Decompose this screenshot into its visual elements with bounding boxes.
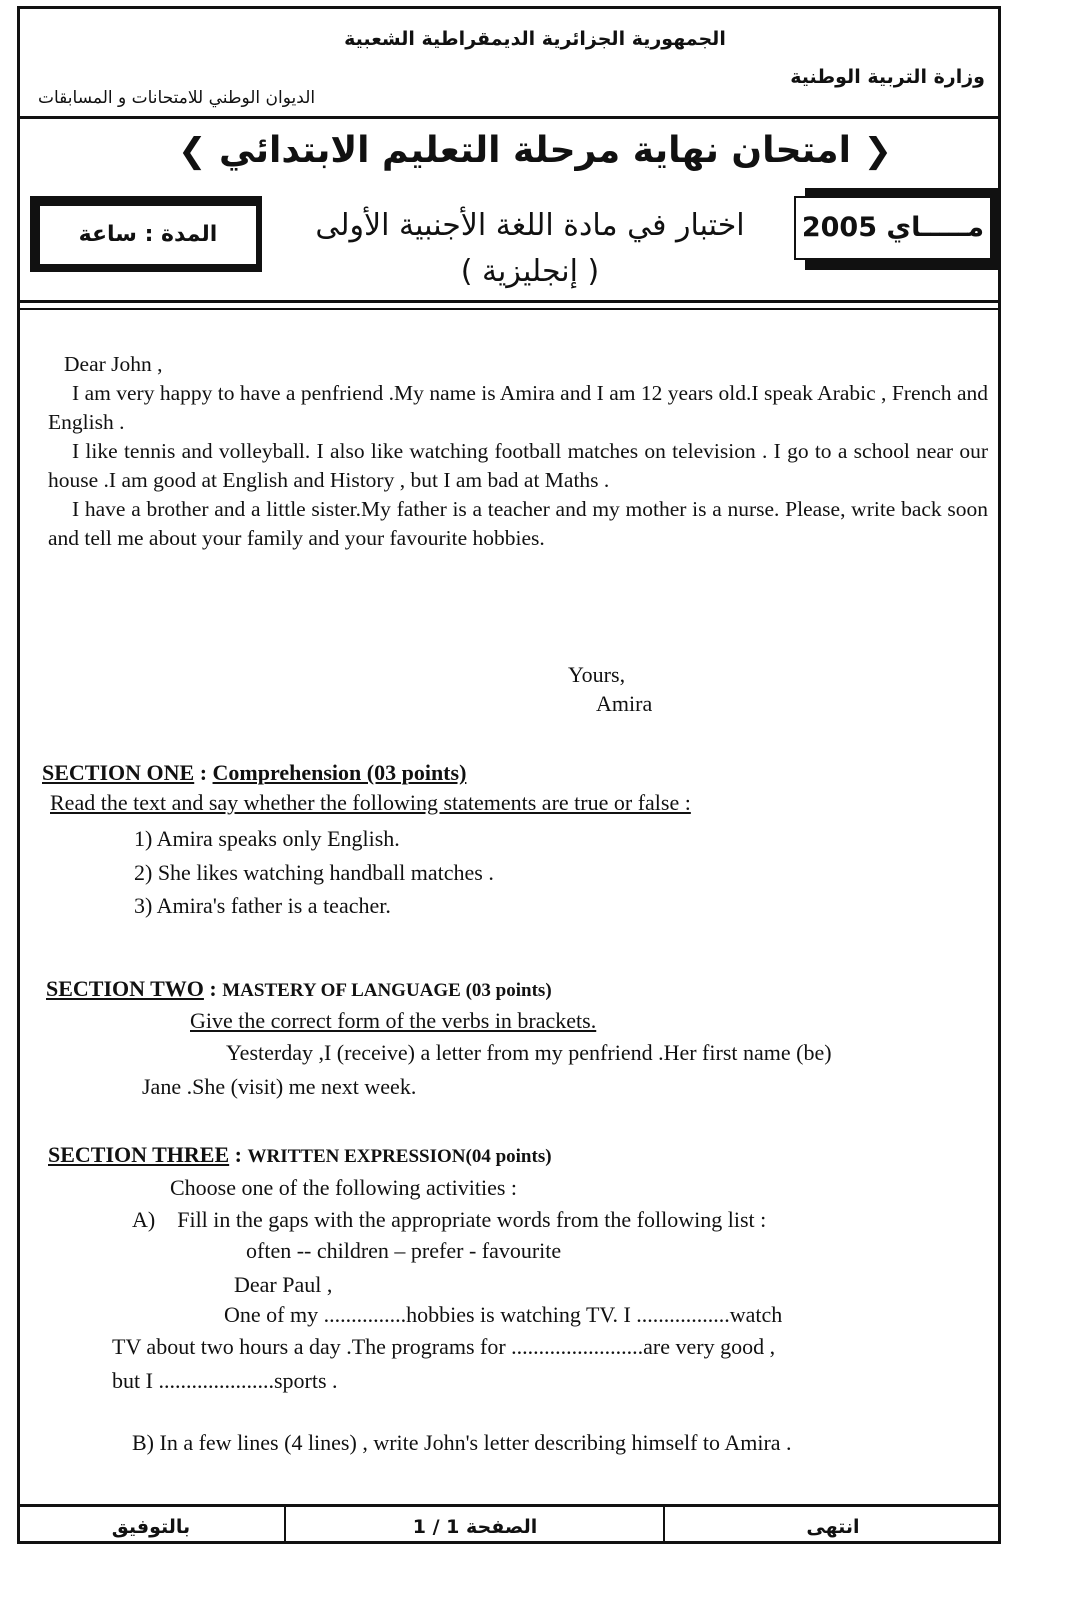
gap-line-3: but I .....................sports . xyxy=(112,1368,338,1393)
ministry-label: وزارة التربية الوطنية xyxy=(790,66,985,88)
letter-paragraph-2: I like tennis and volleyball. I also like watching football matches on television . I go to a school near our house .I am good at English and History , but I am bad at Maths . xyxy=(48,439,988,492)
letter-greeting: Dear John , xyxy=(64,352,163,376)
section-one-title: Comprehension (03 points) xyxy=(212,760,467,785)
subject-line: اختبار في مادة اللغة الأجنبية الأولى xyxy=(315,208,745,243)
section-two-label: SECTION TWO xyxy=(46,976,204,1001)
letter-paragraph-3: I have a brother and a little sister.My father is a teacher and my mother is a nurse. Please, write back soon and tell me about your family and your favourite hobbies. xyxy=(48,497,988,550)
section-one-heading: SECTION ONE : Comprehension (03 points) xyxy=(42,760,467,785)
duration-box xyxy=(38,204,258,266)
footer-page: الصفحة 1 / 1 xyxy=(286,1504,664,1544)
date-box xyxy=(794,196,992,260)
letter xyxy=(48,350,988,553)
footer-end: انتهى xyxy=(665,1504,1001,1544)
section-two-line-2: Jane .She (visit) me next week. xyxy=(142,1074,417,1099)
letter-closing: Yours, xyxy=(568,662,626,687)
footer-luck: بالتوفيق xyxy=(17,1504,285,1544)
activity-a-label: A) xyxy=(132,1207,156,1232)
office-label: الديوان الوطني للامتحانات و المسابقات xyxy=(38,88,316,108)
section-two-title: MASTERY OF LANGUAGE (03 points) xyxy=(222,980,552,1001)
section-three-instruction: Choose one of the following activities : xyxy=(170,1175,518,1200)
activity-b: B) In a few lines (4 lines) , write John's letter describing himself to Amira . xyxy=(132,1430,792,1455)
section-one-item: 2) She likes watching handball matches . xyxy=(134,860,494,885)
activity-a xyxy=(132,1207,766,1233)
section-three-title: WRITTEN EXPRESSION(04 points) xyxy=(247,1146,552,1167)
header-divider xyxy=(17,116,1001,119)
exam-title xyxy=(0,130,1070,171)
gap-letter-greeting: Dear Paul , xyxy=(234,1272,333,1297)
duration-label: المدة : ساعة xyxy=(78,222,218,247)
date-label: مـــــاي 2005 xyxy=(801,212,985,243)
section-two-line-1: Yesterday ,I (receive) a letter from my penfriend .Her first name (be) xyxy=(226,1040,832,1065)
header-bottom-line-1 xyxy=(17,300,1001,303)
section-one-label: SECTION ONE xyxy=(42,760,195,785)
section-two-instruction: Give the correct form of the verbs in brackets. xyxy=(190,1008,597,1033)
right-ornament: ❯ xyxy=(178,131,207,171)
section-one-item: 3) Amira's father is a teacher. xyxy=(134,893,391,918)
section-two-heading: SECTION TWO : MASTERY OF LANGUAGE (03 points) xyxy=(46,976,552,1001)
republic-title: الجمهورية الجزائرية الديمقراطية الشعبية xyxy=(344,28,726,50)
left-ornament: ❮ xyxy=(863,131,892,171)
gap-line-1: One of my ...............hobbies is watching TV. I .................watch xyxy=(224,1302,783,1327)
section-one-item: 1) Amira speaks only English. xyxy=(134,826,400,851)
exam-title-text: امتحان نهاية مرحلة التعليم الابتدائي xyxy=(219,130,851,171)
section-one-instruction: Read the text and say whether the following statements are true or false : xyxy=(50,790,691,815)
letter-signature: Amira xyxy=(596,691,653,716)
section-three-heading: SECTION THREE : WRITTEN EXPRESSION(04 points) xyxy=(48,1142,552,1167)
letter-paragraph-1: I am very happy to have a penfriend .My name is Amira and I am 12 years old.I speak Arabic , French and English . xyxy=(48,381,988,434)
activity-a-text: Fill in the gaps with the appropriate words from the following list : xyxy=(177,1207,767,1232)
word-list: often -- children – prefer - favourite xyxy=(246,1238,562,1263)
gap-line-2: TV about two hours a day .The programs for ........................are very good , xyxy=(112,1334,776,1359)
subject-sub: ( إنجليزية ) xyxy=(460,254,600,289)
section-three-label: SECTION THREE xyxy=(48,1142,230,1167)
header-bottom-line-2 xyxy=(17,308,1001,310)
